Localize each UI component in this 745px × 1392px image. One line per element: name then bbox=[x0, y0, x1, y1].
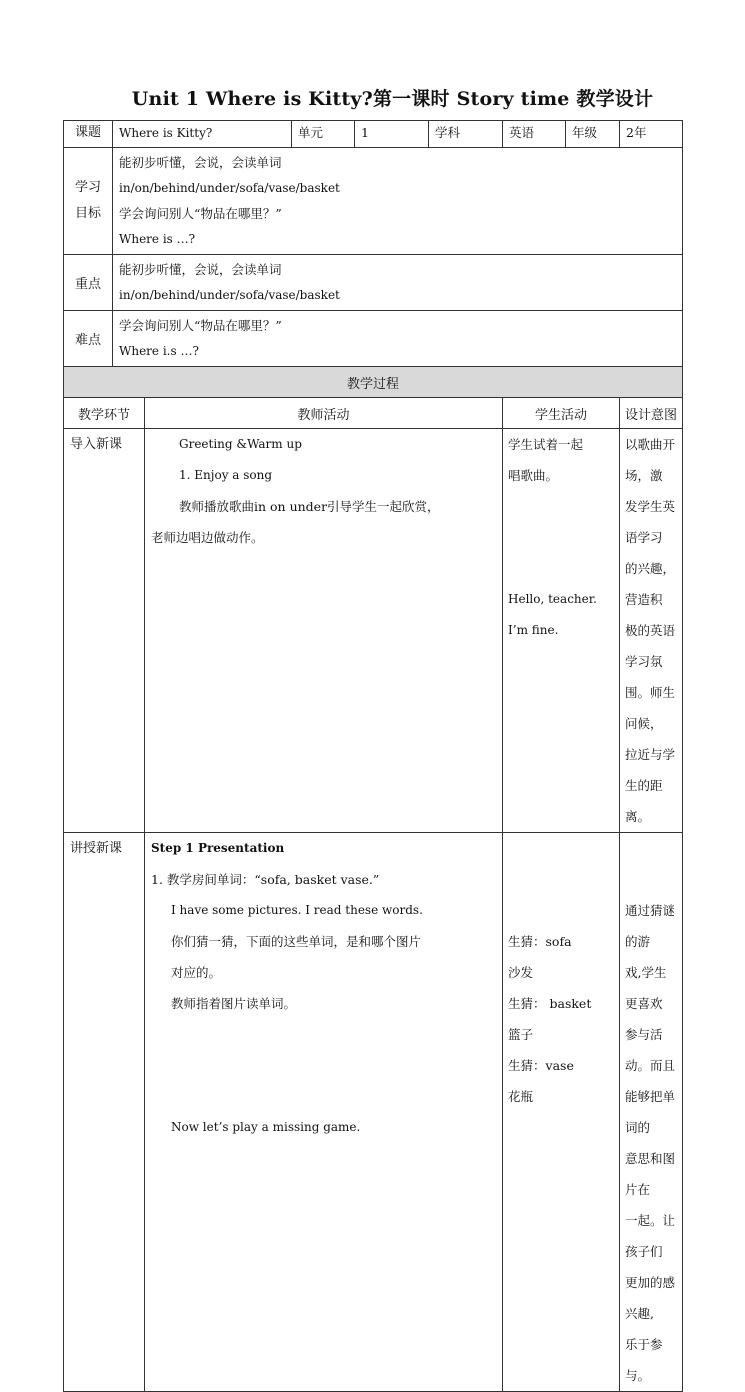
key-points-label: 重点 bbox=[64, 255, 113, 311]
intent-line: 通过猜谜的游 bbox=[625, 903, 676, 949]
stage-cell bbox=[64, 429, 145, 833]
student-line bbox=[508, 1112, 614, 1143]
intent-cell bbox=[620, 429, 683, 833]
grade-label: 年级 bbox=[566, 121, 620, 148]
teacher-activity-cell bbox=[145, 429, 503, 833]
intent-line: 一起。让孩子们 bbox=[625, 1213, 676, 1259]
intent-line: 发学生英语学习 bbox=[625, 499, 676, 545]
student-line bbox=[508, 522, 614, 553]
objectives-row bbox=[64, 148, 683, 255]
student-activity-cell bbox=[503, 833, 620, 1392]
intent-line bbox=[625, 864, 677, 895]
teacher-line: 教师指着图片读单词。 bbox=[171, 996, 297, 1011]
intent-line bbox=[625, 833, 677, 864]
student-line bbox=[508, 895, 614, 926]
teacher-line: I have some pictures. I read these words. bbox=[171, 903, 423, 917]
student-line: 生猜：vase bbox=[508, 1058, 574, 1073]
objectives-line: Where is …? bbox=[119, 231, 196, 246]
student-line: Hello, teacher. bbox=[508, 592, 597, 606]
teacher-line: 教师播放歌曲in on under引导学生一起欣赏， bbox=[179, 499, 440, 514]
grade-value: 2年 bbox=[620, 121, 683, 148]
intent-line: 离。 bbox=[625, 809, 651, 824]
student-line: 学生试着一起 bbox=[508, 437, 584, 452]
key-points-line: 能初步听懂，会说，会读单词 bbox=[119, 262, 282, 277]
key-points-content bbox=[113, 255, 683, 311]
stage-label: 导入新课 bbox=[70, 437, 123, 452]
difficulties-row bbox=[64, 311, 683, 367]
intent-line: 乐于参与。 bbox=[625, 1337, 663, 1383]
difficulties-line: Where i.s …? bbox=[119, 343, 199, 358]
difficulties-line: 学会询问别人“物品在哪里？” bbox=[119, 318, 282, 333]
objectives-line: in/on/behind/under/sofa/vase/basket bbox=[119, 180, 340, 195]
key-points-row bbox=[64, 255, 683, 311]
teacher-activity-cell bbox=[145, 833, 503, 1392]
process-section-title: 教学过程 bbox=[64, 367, 683, 398]
intent-line: 参与活动。而且 bbox=[625, 1027, 676, 1073]
topic-label: 课题 bbox=[64, 121, 113, 148]
intent-line: 的兴趣，营造积 bbox=[625, 561, 676, 607]
intent-line: 更加的感兴趣, bbox=[625, 1275, 676, 1321]
student-line bbox=[508, 553, 614, 584]
intent-line: 极的英语学习氛 bbox=[625, 623, 676, 669]
objectives-content bbox=[113, 148, 683, 255]
process-header-row bbox=[64, 398, 683, 429]
stage-label: 讲授新课 bbox=[70, 841, 123, 856]
student-line: 花瓶 bbox=[508, 1089, 534, 1104]
student-line: 生猜：sofa bbox=[508, 934, 572, 949]
subject-value: 英语 bbox=[503, 121, 566, 148]
col-header-teacher: 教师活动 bbox=[145, 398, 503, 429]
student-line: 生猜： basket bbox=[508, 996, 592, 1011]
teacher-line: Greeting &Warm up bbox=[179, 437, 302, 451]
col-header-intent: 设计意图 bbox=[620, 398, 683, 429]
unit-label: 单元 bbox=[292, 121, 355, 148]
objectives-label-line1: 学习 bbox=[74, 180, 101, 195]
student-line: 沙发 bbox=[508, 965, 534, 980]
teacher-line: 1. 教学房间单词：“sofa, basket vase.” bbox=[151, 872, 380, 887]
teacher-line: 对应的。 bbox=[171, 965, 222, 980]
intent-line: 戏,学生更喜欢 bbox=[625, 965, 667, 1011]
objectives-line: 学会询问别人“物品在哪里？” bbox=[119, 206, 282, 221]
process-row-intro bbox=[64, 429, 683, 833]
subject-label: 学科 bbox=[429, 121, 503, 148]
page-title: Unit 1 Where is Kitty?第一课时 Story time 教学设计 bbox=[131, 88, 654, 110]
objectives-label bbox=[64, 148, 113, 255]
process-row-presentation bbox=[64, 833, 683, 1392]
col-header-student: 学生活动 bbox=[503, 398, 620, 429]
process-section-row bbox=[64, 367, 683, 398]
teacher-line: Step 1 Presentation bbox=[151, 841, 285, 855]
intent-line: 以歌曲开场，激 bbox=[625, 437, 676, 483]
teacher-line: 你们猜一猜，下面的这些单词，是和哪个图片 bbox=[171, 934, 422, 949]
intent-line: 围。师生问候， bbox=[625, 685, 676, 731]
teacher-line bbox=[151, 1019, 496, 1050]
teacher-line: Now let’s play a missing game. bbox=[171, 1120, 361, 1134]
student-line: 篮子 bbox=[508, 1027, 534, 1042]
student-activity-cell bbox=[503, 429, 620, 833]
difficulties-label: 难点 bbox=[64, 311, 113, 367]
intent-line: 意思和图片在 bbox=[625, 1151, 676, 1197]
difficulties-content bbox=[113, 311, 683, 367]
teacher-line bbox=[151, 1081, 496, 1112]
teacher-line: 1. Enjoy a song bbox=[179, 468, 273, 482]
student-line: I’m fine. bbox=[508, 623, 559, 637]
intent-line: 能够把单词的 bbox=[625, 1089, 676, 1135]
intent-cell bbox=[620, 833, 683, 1392]
student-line bbox=[508, 833, 614, 864]
key-points-line: in/on/behind/under/sofa/vase/basket bbox=[119, 287, 340, 302]
unit-value: 1 bbox=[355, 121, 429, 148]
info-row bbox=[64, 121, 683, 148]
student-line bbox=[508, 491, 614, 522]
col-header-stage: 教学环节 bbox=[64, 398, 145, 429]
lesson-plan-table bbox=[63, 120, 683, 1392]
topic-value: Where is Kitty? bbox=[113, 121, 292, 148]
objectives-line: 能初步听懂，会说，会读单词 bbox=[119, 155, 282, 170]
teacher-line: 老师边唱边做动作。 bbox=[151, 530, 264, 545]
student-line: 唱歌曲。 bbox=[508, 468, 559, 483]
objectives-label-line2: 目标 bbox=[74, 206, 101, 221]
student-line bbox=[508, 864, 614, 895]
teacher-line bbox=[151, 1050, 496, 1081]
stage-cell bbox=[64, 833, 145, 1392]
intent-line: 拉近与学生的距 bbox=[625, 747, 676, 793]
